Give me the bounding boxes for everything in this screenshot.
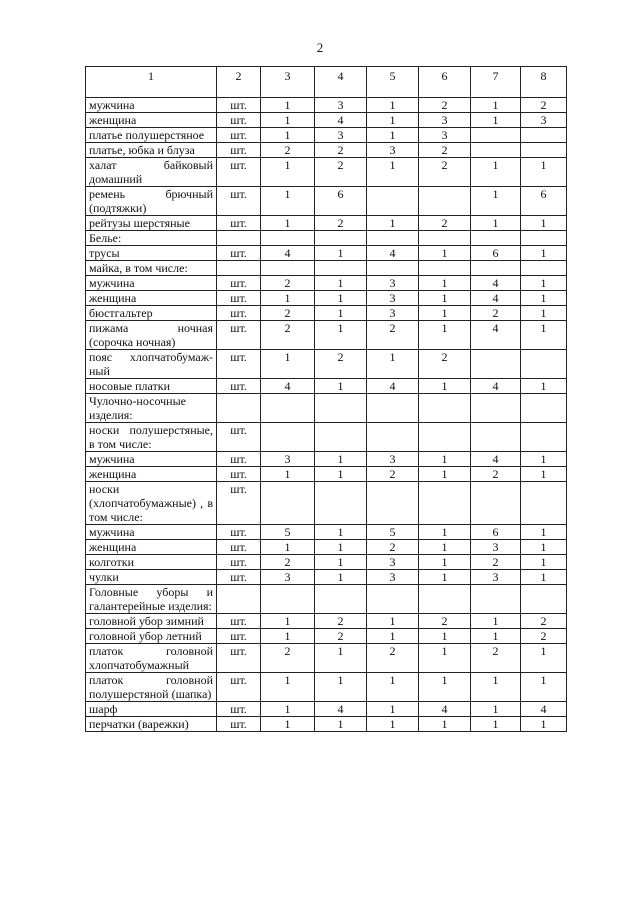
value-cell: 1 (367, 350, 419, 379)
item-name-cell: женщина (86, 467, 217, 482)
value-cell: 1 (315, 276, 367, 291)
unit-cell: шт. (217, 467, 261, 482)
value-cell: 4 (471, 276, 521, 291)
value-cell: 1 (315, 525, 367, 540)
table-row (86, 540, 567, 555)
value-cell: 1 (521, 321, 567, 350)
value-cell: 1 (261, 540, 315, 555)
value-cell (261, 394, 315, 423)
value-cell: 1 (367, 673, 419, 702)
value-cell: 2 (471, 467, 521, 482)
value-cell: 1 (315, 555, 367, 570)
value-cell (419, 261, 471, 276)
value-cell: 1 (419, 291, 471, 306)
value-cell (471, 231, 521, 246)
item-name-cell: носовые платки (86, 379, 217, 394)
value-cell: 1 (521, 570, 567, 585)
table-row (86, 113, 567, 128)
item-name-cell: женщина (86, 113, 217, 128)
value-cell (315, 585, 367, 614)
item-name-cell: женщина (86, 540, 217, 555)
value-cell (419, 231, 471, 246)
value-cell: 1 (419, 379, 471, 394)
value-cell: 1 (521, 246, 567, 261)
table-row (86, 570, 567, 585)
value-cell: 4 (367, 379, 419, 394)
table-row (86, 482, 567, 525)
value-cell: 1 (471, 158, 521, 187)
value-cell: 1 (521, 525, 567, 540)
header-cell: 8 (521, 67, 567, 98)
value-cell (315, 261, 367, 276)
value-cell (261, 585, 315, 614)
unit-cell (217, 231, 261, 246)
value-cell: 5 (367, 525, 419, 540)
value-cell: 1 (261, 614, 315, 629)
value-cell: 2 (315, 629, 367, 644)
value-cell: 1 (261, 291, 315, 306)
value-cell: 1 (261, 113, 315, 128)
header-row (86, 67, 567, 98)
value-cell: 2 (419, 350, 471, 379)
header-cell: 6 (419, 67, 471, 98)
value-cell: 1 (261, 467, 315, 482)
value-cell (521, 128, 567, 143)
value-cell: 4 (315, 702, 367, 717)
value-cell: 4 (471, 379, 521, 394)
table-row (86, 143, 567, 158)
value-cell: 1 (419, 717, 471, 732)
value-cell: 1 (521, 276, 567, 291)
value-cell: 1 (367, 158, 419, 187)
value-cell (521, 585, 567, 614)
item-name-cell: мужчина (86, 452, 217, 467)
value-cell (471, 482, 521, 525)
value-cell: 1 (419, 540, 471, 555)
value-cell: 3 (521, 113, 567, 128)
value-cell: 2 (471, 644, 521, 673)
table-row (86, 128, 567, 143)
value-cell: 1 (261, 673, 315, 702)
value-cell: 3 (315, 98, 367, 113)
value-cell: 2 (315, 216, 367, 231)
value-cell: 1 (315, 644, 367, 673)
value-cell: 1 (315, 673, 367, 702)
value-cell: 1 (471, 216, 521, 231)
value-cell (315, 482, 367, 525)
item-name-cell: платок головной хлопчатобумажный (86, 644, 217, 673)
value-cell: 3 (367, 276, 419, 291)
table-row (86, 291, 567, 306)
table-row (86, 452, 567, 467)
value-cell (419, 187, 471, 216)
value-cell (261, 231, 315, 246)
unit-cell: шт. (217, 350, 261, 379)
value-cell: 1 (261, 158, 315, 187)
value-cell: 1 (261, 350, 315, 379)
unit-cell: шт. (217, 379, 261, 394)
value-cell: 2 (315, 614, 367, 629)
value-cell: 1 (471, 702, 521, 717)
value-cell (471, 350, 521, 379)
value-cell: 1 (471, 113, 521, 128)
value-cell (471, 261, 521, 276)
value-cell: 2 (367, 321, 419, 350)
value-cell: 5 (261, 525, 315, 540)
value-cell: 1 (419, 644, 471, 673)
item-name-cell: платье полушерстяное (86, 128, 217, 143)
item-name-cell: мужчина (86, 525, 217, 540)
value-cell (471, 585, 521, 614)
value-cell: 1 (315, 246, 367, 261)
unit-cell: шт. (217, 555, 261, 570)
value-cell: 1 (261, 629, 315, 644)
value-cell: 3 (471, 540, 521, 555)
value-cell: 2 (261, 321, 315, 350)
value-cell (521, 423, 567, 452)
value-cell: 1 (315, 540, 367, 555)
value-cell: 1 (419, 673, 471, 702)
header-cell: 3 (261, 67, 315, 98)
value-cell: 1 (315, 321, 367, 350)
table-row (86, 394, 567, 423)
header-cell: 7 (471, 67, 521, 98)
value-cell (471, 423, 521, 452)
table-row (86, 158, 567, 187)
value-cell (521, 394, 567, 423)
table-row (86, 717, 567, 732)
unit-cell: шт. (217, 614, 261, 629)
value-cell: 4 (367, 246, 419, 261)
value-cell (471, 128, 521, 143)
value-cell: 2 (367, 540, 419, 555)
item-name-cell: Белье: (86, 231, 217, 246)
item-name-cell: платье, юбка и блуза (86, 143, 217, 158)
value-cell (419, 394, 471, 423)
item-name-cell: головной убор зимний (86, 614, 217, 629)
value-cell (521, 231, 567, 246)
unit-cell: шт. (217, 187, 261, 216)
value-cell (367, 585, 419, 614)
value-cell: 2 (471, 555, 521, 570)
value-cell: 2 (419, 216, 471, 231)
item-name-cell: головной убор летний (86, 629, 217, 644)
unit-cell: шт. (217, 113, 261, 128)
item-name-cell: чулки (86, 570, 217, 585)
value-cell: 1 (315, 379, 367, 394)
table-row (86, 187, 567, 216)
value-cell: 2 (419, 158, 471, 187)
value-cell: 1 (261, 187, 315, 216)
value-cell: 1 (315, 570, 367, 585)
table-row (86, 585, 567, 614)
value-cell (367, 261, 419, 276)
table-row (86, 350, 567, 379)
value-cell: 2 (367, 644, 419, 673)
value-cell: 1 (521, 467, 567, 482)
value-cell: 3 (419, 128, 471, 143)
value-cell (521, 482, 567, 525)
table-row (86, 321, 567, 350)
table-row (86, 261, 567, 276)
value-cell (521, 143, 567, 158)
unit-cell: шт. (217, 423, 261, 452)
value-cell: 1 (471, 673, 521, 702)
unit-cell: шт. (217, 629, 261, 644)
unit-cell: шт. (217, 306, 261, 321)
item-name-cell: трусы (86, 246, 217, 261)
unit-cell: шт. (217, 321, 261, 350)
item-name-cell: рейтузы шерстяные (86, 216, 217, 231)
table-row (86, 276, 567, 291)
value-cell: 1 (315, 467, 367, 482)
value-cell: 1 (419, 276, 471, 291)
item-name-cell: Чулочно-носочные изделия: (86, 394, 217, 423)
value-cell: 2 (367, 467, 419, 482)
item-name-cell: ремень брючный (подтяжки) (86, 187, 217, 216)
value-cell: 3 (315, 128, 367, 143)
value-cell (261, 423, 315, 452)
header-cell: 1 (86, 67, 217, 98)
unit-cell: шт. (217, 673, 261, 702)
value-cell: 1 (419, 321, 471, 350)
value-cell: 1 (521, 644, 567, 673)
item-name-cell: носки (хлопчатобумажные) , в том числе: (86, 482, 217, 525)
value-cell (315, 423, 367, 452)
value-cell: 2 (315, 158, 367, 187)
value-cell: 1 (419, 306, 471, 321)
value-cell: 4 (471, 452, 521, 467)
value-cell: 3 (367, 452, 419, 467)
value-cell (521, 350, 567, 379)
value-cell: 2 (521, 98, 567, 113)
item-name-cell: пижама ночная (сорочка ночная) (86, 321, 217, 350)
value-cell: 2 (419, 614, 471, 629)
value-cell: 3 (471, 570, 521, 585)
value-cell: 1 (367, 702, 419, 717)
value-cell: 4 (315, 113, 367, 128)
value-cell: 3 (261, 570, 315, 585)
value-cell: 1 (419, 246, 471, 261)
value-cell: 1 (261, 216, 315, 231)
value-cell: 1 (521, 291, 567, 306)
unit-cell (217, 585, 261, 614)
unit-cell: шт. (217, 525, 261, 540)
item-name-cell: мужчина (86, 98, 217, 113)
unit-cell: шт. (217, 482, 261, 525)
value-cell (367, 231, 419, 246)
value-cell (367, 482, 419, 525)
item-name-cell: женщина (86, 291, 217, 306)
value-cell: 1 (367, 629, 419, 644)
value-cell: 3 (419, 113, 471, 128)
item-name-cell: носки полушерстяные, в том числе: (86, 423, 217, 452)
value-cell: 1 (261, 128, 315, 143)
value-cell: 6 (521, 187, 567, 216)
value-cell: 1 (419, 555, 471, 570)
norms-table (85, 66, 567, 732)
value-cell: 1 (521, 540, 567, 555)
unit-cell: шт. (217, 452, 261, 467)
table-row (86, 644, 567, 673)
unit-cell: шт. (217, 717, 261, 732)
value-cell: 3 (367, 291, 419, 306)
value-cell: 4 (471, 321, 521, 350)
value-cell: 6 (471, 525, 521, 540)
value-cell: 1 (471, 614, 521, 629)
value-cell: 3 (367, 306, 419, 321)
value-cell: 2 (419, 98, 471, 113)
value-cell: 1 (261, 98, 315, 113)
value-cell: 1 (367, 128, 419, 143)
unit-cell: шт. (217, 644, 261, 673)
value-cell: 6 (471, 246, 521, 261)
value-cell: 1 (315, 306, 367, 321)
value-cell (367, 423, 419, 452)
value-cell: 1 (367, 113, 419, 128)
item-name-cell: бюстгальтер (86, 306, 217, 321)
value-cell: 1 (315, 717, 367, 732)
value-cell: 1 (521, 216, 567, 231)
table-row (86, 231, 567, 246)
value-cell: 1 (261, 717, 315, 732)
value-cell (471, 394, 521, 423)
unit-cell: шт. (217, 276, 261, 291)
value-cell: 1 (419, 629, 471, 644)
table-row (86, 98, 567, 113)
header-cell: 5 (367, 67, 419, 98)
value-cell: 1 (521, 673, 567, 702)
value-cell: 4 (471, 291, 521, 306)
table-row (86, 379, 567, 394)
value-cell: 2 (315, 143, 367, 158)
table-row (86, 702, 567, 717)
table-row (86, 306, 567, 321)
item-name-cell: мужчина (86, 276, 217, 291)
value-cell (261, 482, 315, 525)
item-name-cell: платок головной полушерстяной (шапка) (86, 673, 217, 702)
value-cell: 2 (315, 350, 367, 379)
value-cell: 1 (521, 379, 567, 394)
value-cell: 1 (471, 629, 521, 644)
table-row (86, 423, 567, 452)
table-row (86, 629, 567, 644)
item-name-cell: Головные уборы и галантерейные изделия: (86, 585, 217, 614)
table-row (86, 555, 567, 570)
value-cell: 4 (419, 702, 471, 717)
value-cell: 2 (419, 143, 471, 158)
value-cell: 1 (471, 98, 521, 113)
value-cell: 4 (261, 246, 315, 261)
value-cell: 1 (521, 306, 567, 321)
table-row (86, 673, 567, 702)
table-row (86, 246, 567, 261)
value-cell: 3 (367, 143, 419, 158)
value-cell: 1 (261, 702, 315, 717)
value-cell (419, 423, 471, 452)
value-cell: 1 (419, 570, 471, 585)
unit-cell (217, 394, 261, 423)
value-cell: 1 (471, 717, 521, 732)
item-name-cell: халат байковый домашний (86, 158, 217, 187)
table-row (86, 614, 567, 629)
value-cell (367, 394, 419, 423)
value-cell (521, 261, 567, 276)
value-cell (419, 585, 471, 614)
unit-cell: шт. (217, 216, 261, 231)
value-cell: 3 (367, 555, 419, 570)
value-cell (261, 261, 315, 276)
value-cell (419, 482, 471, 525)
value-cell: 1 (315, 291, 367, 306)
table-row (86, 467, 567, 482)
value-cell: 1 (521, 717, 567, 732)
value-cell: 3 (261, 452, 315, 467)
value-cell: 4 (521, 702, 567, 717)
value-cell (315, 231, 367, 246)
item-name-cell: шарф (86, 702, 217, 717)
item-name-cell: колготки (86, 555, 217, 570)
value-cell: 1 (419, 452, 471, 467)
unit-cell: шт. (217, 143, 261, 158)
page-number: 2 (316, 40, 324, 55)
value-cell: 2 (261, 644, 315, 673)
value-cell: 2 (261, 276, 315, 291)
header-cell: 2 (217, 67, 261, 98)
value-cell: 1 (521, 452, 567, 467)
value-cell: 4 (261, 379, 315, 394)
value-cell: 1 (521, 555, 567, 570)
unit-cell (217, 261, 261, 276)
value-cell: 3 (367, 570, 419, 585)
value-cell: 2 (261, 555, 315, 570)
unit-cell: шт. (217, 570, 261, 585)
value-cell: 2 (521, 629, 567, 644)
value-cell: 2 (261, 143, 315, 158)
value-cell: 1 (315, 452, 367, 467)
unit-cell: шт. (217, 246, 261, 261)
value-cell: 1 (367, 717, 419, 732)
value-cell: 1 (419, 467, 471, 482)
value-cell: 2 (521, 614, 567, 629)
value-cell: 2 (261, 306, 315, 321)
value-cell (367, 187, 419, 216)
value-cell: 2 (471, 306, 521, 321)
table-row (86, 525, 567, 540)
value-cell: 1 (367, 98, 419, 113)
value-cell: 6 (315, 187, 367, 216)
unit-cell: шт. (217, 98, 261, 113)
item-name-cell: перчатки (варежки) (86, 717, 217, 732)
unit-cell: шт. (217, 291, 261, 306)
value-cell: 1 (367, 216, 419, 231)
unit-cell: шт. (217, 128, 261, 143)
item-name-cell: пояс хлопчатобумаж-ный (86, 350, 217, 379)
value-cell: 1 (367, 614, 419, 629)
header-cell: 4 (315, 67, 367, 98)
value-cell: 1 (521, 158, 567, 187)
value-cell (471, 143, 521, 158)
unit-cell: шт. (217, 702, 261, 717)
value-cell (315, 394, 367, 423)
table-row (86, 216, 567, 231)
value-cell: 1 (471, 187, 521, 216)
unit-cell: шт. (217, 158, 261, 187)
value-cell: 1 (419, 525, 471, 540)
unit-cell: шт. (217, 540, 261, 555)
item-name-cell: майка, в том числе: (86, 261, 217, 276)
